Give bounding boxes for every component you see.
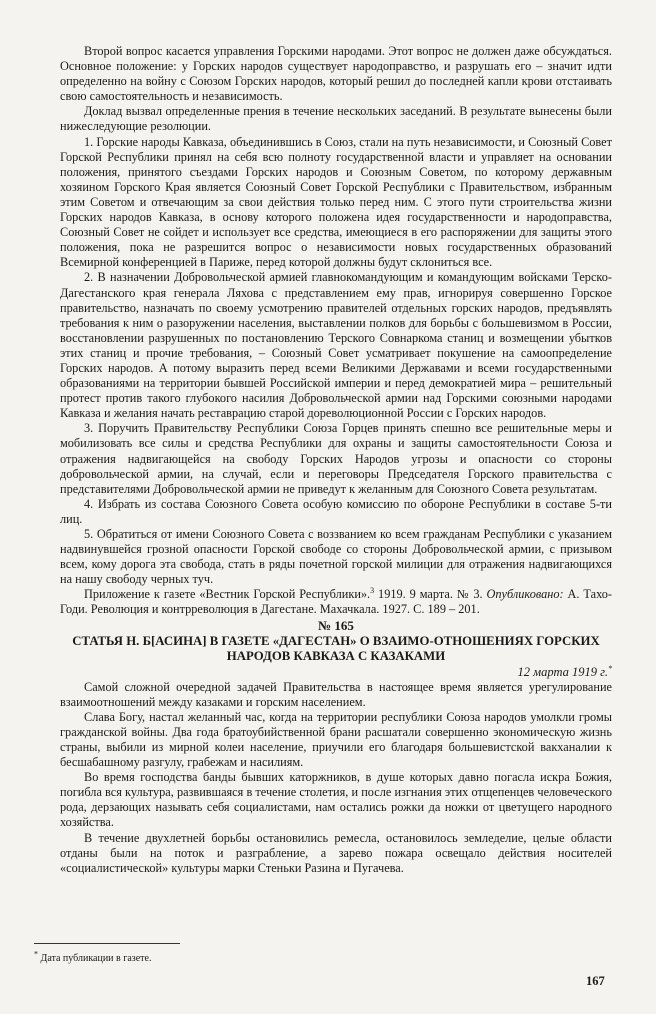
date-text: 12 марта 1919 г. [517, 664, 608, 679]
published-text: А. Тахо-Годи. Революция и контрреволюция в Дагестане. Махачкала. 1927. С. 189 – 201. [60, 587, 612, 617]
source-ref-mark: 3 [370, 586, 375, 596]
resolution-4: 4. Избрать из состава Союзного Совета особую комиссию по обороне Республики в составе 5-ти лиц. [60, 496, 612, 526]
published-label: Опубликовано: [486, 587, 564, 602]
source-issue: 1919. 9 марта. № 3. [374, 587, 487, 602]
page-number: 167 [586, 974, 605, 988]
body-paragraph-2: Доклад вызвал определенные прения в течение нескольких заседаний. В результате вынесены были нижеследующие резолюции. [60, 104, 612, 134]
document-title: СТАТЬЯ Н. Б[АСИНА] В ГАЗЕТЕ «ДАГЕСТАН» О ВЗАИМО-ОТНОШЕНИЯХ ГОРСКИХ НАРОДОВ КАВКАЗА С КАЗАКАМИ [72, 633, 600, 663]
body-paragraph-1: Второй вопрос касается управления Горскими народами. Этот вопрос не должен даже обсуждаться. Основное положение: у Горских народов существует народоправство, и разрушать его – значит идти определенно на войну с Союзом Горских народов, который решил до последней капли крови отстаивать свою самостоятельность и независимость. [60, 44, 612, 104]
source-citation [60, 587, 612, 617]
resolution-1: 1. Горские народы Кавказа, объединившись в Союз, стали на путь независимости, и Союзный Совет Горской Республики принял на себя всю полноту государственной власти и управляет на основании положения, принятого съездами Горских народов и Союзным Советом, по которому державным хозяином Горского Края является Союзный Совет Горской Республики с Правительством, избранным этим Советом и отвечающим за свои действия только перед ним. С этого пути строительства жизни Горских народов Кавказа, в основу которого положена идея государственности и народоправства, Союзный Совет не сойдет и использует все средства, имеющиеся в его распоряжении для защиты этого положения, пока не разрешится вопрос о независимости новых государственных образований Всемирной конференцией в Париже, перед которой должны будут склониться все. [60, 134, 612, 270]
resolution-5: 5. Обратиться от имени Союзного Совета с воззванием ко всем гражданам Республики с указанием надвинувшейся грозной опасности Горской свободе со стороны Добровольческой армии, с призывом всем, кому дорога эта свобода, стать в ряды почетной горской милиции для отражения надвигающихся на нашу свободу черных туч. [60, 527, 612, 587]
footnote-divider [34, 943, 180, 944]
document-number: № 165 [318, 617, 354, 633]
article-paragraph-2: Слава Богу, настал желанный час, когда на территории республики Союза народов умолкли громы гражданской войны. Два года братоубийственной брани расшатали совершенно экономическую жизнь страны, выбили из мирной колеи население, приучили его благодаря большевистской вакханалии к бесшабашному разгулу, грабежам и насилиям. [60, 709, 612, 770]
source-text: Приложение к газете «Вестник Горской Республики». [84, 587, 371, 602]
footnote [34, 949, 152, 965]
footnote-mark: * [34, 949, 38, 959]
resolution-2: 2. В назначении Добровольческой армией главнокомандующим и командующим войсками Терско-Дагестанского края генерала Ляхова с представлением ему прав, игнорируя совершенно Горское правительство, назначать по своему усмотрению правителей отдельных горских народов, предъявлять требования к ним о разоружении населения, выставлении полков для борьбы с большевизмом в России, восстановлении разрушенных по постановлению Терского Совнаркома станиц и возмещении убытков этих станиц и прочие требования, – Союзный Совет усматривает покушение на самоопределение Горских народов. А потому выразить перед всеми Великими Державами и всеми государственными образованиями на территории бывшей Российской империи и перед демократией мира – решительный протест против такого глубокого насилия Добровольческой армии над Горскими союзными народами Кавказа и желания начать реставрацию старой дореволюционной России с Горских народов. [60, 270, 612, 421]
footnote-text: Дата публикации в газете. [38, 953, 152, 964]
text-column [60, 44, 612, 876]
date-footnote-mark: * [608, 663, 612, 673]
article-paragraph-1: Самой сложной очередной задачей Правительства в настоящее время является урегулирование взаимоотношений между казаками и горским населением. [60, 679, 612, 709]
resolution-3: 3. Поручить Правительству Республики Союза Горцев принять спешно все решительные меры и мобилизовать все силы и средства Республики для охраны и защиты самостоятельности Союза и отражения надвигающейся на свободу Горских Народов угрозы и опасности со стороны добровольческой армии, на случай, если и переговоры Председателя Горского правительства с представителями Добровольческой армии не приведут к желанным для Союзного Совета результатам. [60, 421, 612, 496]
document-date [60, 664, 612, 680]
article-paragraph-3: Во время господства банды бывших каторжников, в душе которых давно погасла искра Божия, погибла вся культура, развившаяся в течение столетия, и после изгнания этих отщепенцев человеческого рода, дерзающих называть себя социалистами, нам остались рожки да ножки от цветущего народного хозяйства. [60, 770, 612, 830]
article-paragraph-4: В течение двухлетней борьбы остановились ремесла, остановилось земледелие, целые области отданы были на поток и разграбление, а зарево пожара освещало действия носителей «социалистической» культуры марки Стеньки Разина и Пугачева. [60, 830, 612, 875]
